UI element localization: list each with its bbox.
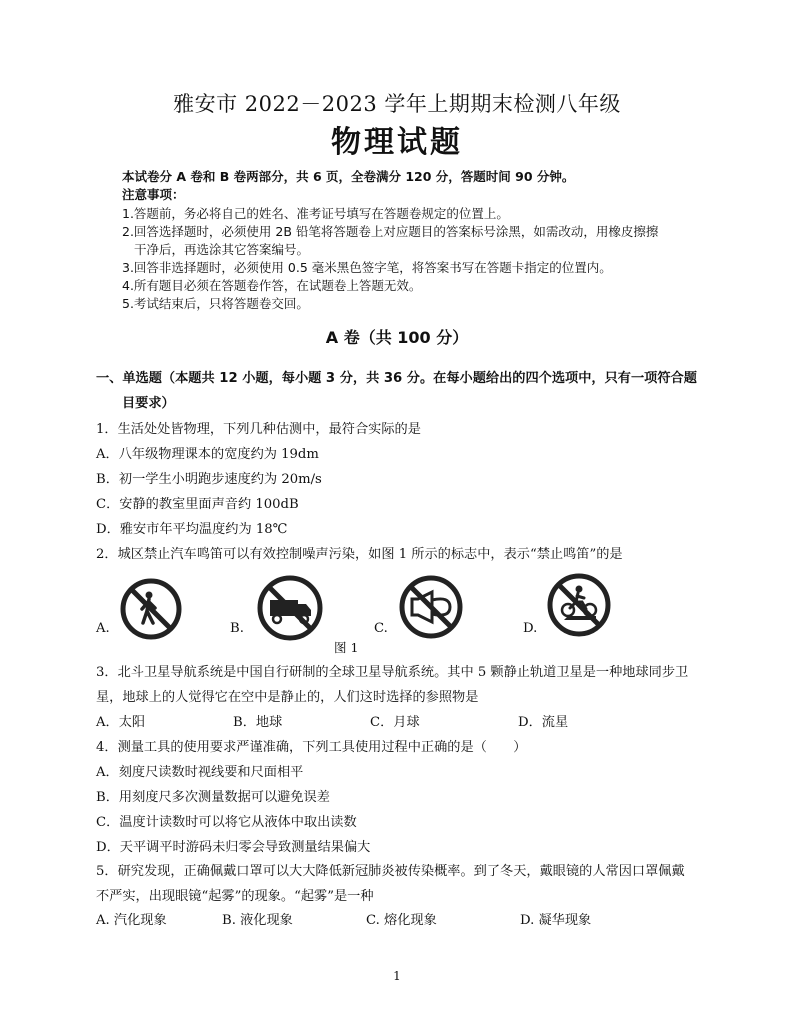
pedestrian-icon <box>120 578 182 644</box>
q3-option-c: C．月球 <box>370 715 420 730</box>
q4-option-b: B．用刻度尺多次测量数据可以避免误差 <box>96 790 330 805</box>
q3-option-d: D．流星 <box>518 715 569 730</box>
section-a-heading: A 卷（共 100 分） <box>325 328 469 347</box>
q2-option-a-label: A. <box>96 621 110 636</box>
bicycle-icon <box>546 572 612 642</box>
notice-heading: 注意事项： <box>122 187 185 202</box>
horn-icon <box>398 574 464 644</box>
q5-option-b: B. 液化现象 <box>222 913 293 928</box>
q3-option-b: B．地球 <box>233 715 283 730</box>
q3-option-a: A．太阳 <box>96 715 146 730</box>
page-number: 1 <box>393 969 401 983</box>
q1-option-b: B．初一学生小明跑步速度约为 20m/s <box>96 472 322 487</box>
part1-heading-cont: 目要求） <box>122 396 175 411</box>
q1-option-a: A．八年级物理课本的宽度约为 19dm <box>96 447 319 462</box>
q4-option-a: A．刻度尺读数时视线要和尺面相平 <box>96 765 304 780</box>
q4-option-c: C．温度计读数时可以将它从液体中取出读数 <box>96 815 357 830</box>
figure-caption: 图 1 <box>334 640 359 655</box>
notice-item: 2.回答选择题时，必须使用 2B 铅笔将答题卷上对应题目的答案标号涂黑，如需改动，用橡皮擦擦 <box>122 224 659 239</box>
q5-option-d: D. 凝华现象 <box>520 913 592 928</box>
q1-option-c: C．安静的教室里面声音约 100dB <box>96 497 299 512</box>
q5-option-c: C. 熔化现象 <box>366 913 437 928</box>
notice-item: 4.所有题目必须在答题卷作答，在试题卷上答题无效。 <box>122 278 422 293</box>
q5-stem-cont: 不严实，出现眼镜“起雾”的现象。“起雾”是一种 <box>96 889 374 904</box>
notice-item: 5.考试结束后，只将答题卷交回。 <box>122 296 309 311</box>
notice-item: 3.回答非选择题时，必须使用 0.5 毫米黑色签字笔，将答案书写在答题卡指定的位置内。 <box>122 260 612 275</box>
q1-option-d: D．雅安市年平均温度约为 18℃ <box>96 522 288 537</box>
q4-stem: 4．测量工具的使用要求严谨准确，下列工具使用过程中正确的是（ ） <box>96 740 527 755</box>
q2-option-b-label: B. <box>230 621 244 636</box>
q3-stem: 3．北斗卫星导航系统是中国自行研制的全球卫星导航系统。其中 5 颗静止轨道卫星是一种地球同步卫 <box>96 665 689 680</box>
q2-option-c-label: C. <box>374 621 388 636</box>
q2-stem: 2．城区禁止汽车鸣笛可以有效控制噪声污染，如图 1 所示的标志中，表示“禁止鸣笛”的是 <box>96 547 623 562</box>
part1-heading: 一、单选题（本题共 12 小题，每小题 3 分，共 36 分。在每小题给出的四个选项中，只有一项符合题 <box>96 371 697 386</box>
q5-stem: 5．研究发现，正确佩戴口罩可以大大降低新冠肺炎被传染概率。到了冬天，戴眼镜的人常因口罩佩戴 <box>96 864 685 879</box>
q4-option-d: D．天平调平时游码未归零会导致测量结果偏大 <box>96 840 371 855</box>
notice-item: 1.答题前，务必将自己的姓名、准考证号填写在答题卷规定的位置上。 <box>122 206 509 221</box>
notice-item: 干净后，再选涂其它答案编号。 <box>134 242 310 257</box>
q1-stem: 1．生活处处皆物理，下列几种估测中，最符合实际的是 <box>96 422 421 437</box>
q3-stem-cont: 星，地球上的人觉得它在空中是静止的，人们这时选择的参照物是 <box>96 690 479 705</box>
truck-icon <box>256 574 324 646</box>
exam-title: 雅安市 2022－2023 学年上期期末检测八年级 <box>173 92 621 116</box>
q2-option-d-label: D. <box>523 621 538 636</box>
notice-intro: 本试卷分 A 卷和 B 卷两部分，共 6 页，全卷满分 120 分，答题时间 90 分钟。 <box>122 169 575 184</box>
q5-option-a: A. 汽化现象 <box>96 913 167 928</box>
exam-subject-title: 物理试题 <box>331 125 463 160</box>
